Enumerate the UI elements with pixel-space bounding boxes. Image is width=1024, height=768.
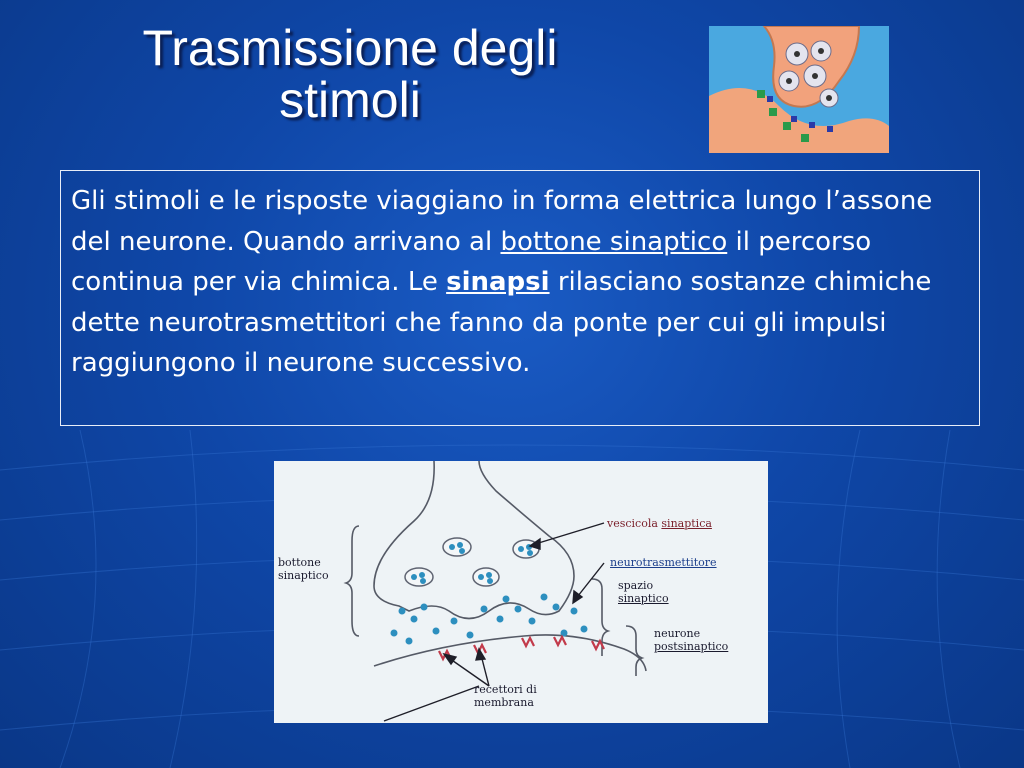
label-neurone-postsinaptico: neurone postsinaptico [654,627,729,653]
label-vescicola-sinaptica: vescicola sinaptica [607,517,712,530]
paragraph-part-3: rilasciano sostanze chimiche dette neurotrasmettitori che fanno da ponte per cui gli impulsi raggiungono il neurone successivo. [71,267,932,378]
label-bottone-sinaptico: bottone sinaptico [278,556,329,582]
synapse-illustration [709,26,889,153]
paragraph-part-1: Gli stimoli e le risposte viaggiano in forma elettrica lungo l’assone del neurone. Quando arrivano al [71,186,933,257]
description-paragraph [60,170,980,426]
sinapsi-link[interactable]: sinapsi [446,267,550,297]
label-spazio-sinaptico: spazio sinaptico [618,579,669,605]
label-neurotrasmettitore: neurotrasmettitore [610,556,717,569]
synapse-diagram [274,461,768,723]
bottone-sinaptico-link[interactable]: bottone sinaptico [500,226,728,257]
label-recettori-membrana: recettori di membrana [474,683,537,709]
title-line-2: stimoli [279,72,421,128]
paragraph-part-2: il percorso continua per via chimica. Le [71,226,872,297]
title-line-1: Trasmissione degli [142,20,558,76]
slide-title [40,22,660,126]
